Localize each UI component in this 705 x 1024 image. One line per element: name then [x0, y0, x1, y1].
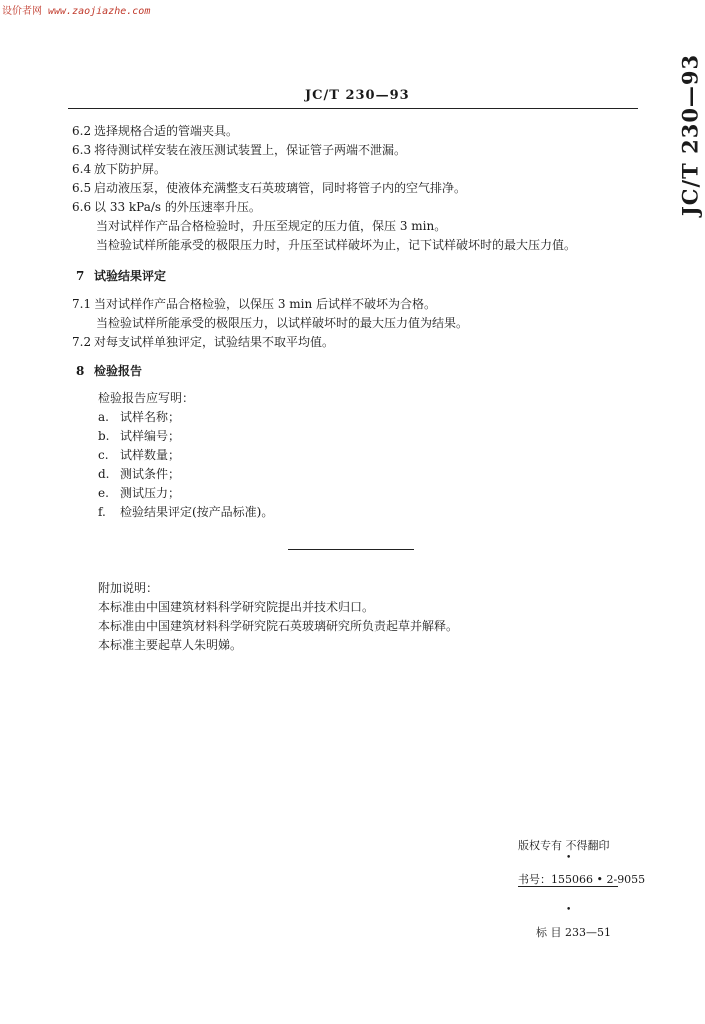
side-standard-text: JC/T 230—93	[677, 53, 703, 217]
catalog-number: 标 目 233—51	[536, 926, 611, 939]
report-item-letter: e.	[98, 486, 109, 500]
footer-bullet: •	[566, 905, 572, 915]
clause-7-1-paragraph: 当检验试样所能承受的极限压力，以试样破坏时的最大压力值为结果。	[96, 316, 469, 330]
clause-6-6-paragraph-1: 当对试样作产品合格检验时，升压至规定的压力值，保压 3 min。	[96, 219, 447, 233]
clause-6-6-paragraph-2: 当检验试样所能承受的极限压力时，升压至试样破坏为止，记下试样破坏时的最大压力值。	[96, 238, 577, 252]
book-number: 书号：155066 • 2-9055	[518, 873, 646, 886]
report-item-text: 试样名称；	[120, 410, 181, 424]
section-title: 试验结果评定	[94, 269, 167, 283]
report-item-text: 测试条件；	[120, 467, 181, 481]
side-standard-label	[670, 53, 705, 217]
section-7-heading	[76, 267, 166, 284]
clause-number: 6.6	[72, 200, 92, 214]
watermark-site-name: 设价者网	[2, 6, 42, 17]
appendix-line: 本标准由中国建筑材料科学研究院提出并技术归口。	[98, 600, 375, 614]
report-item-text: 检验结果评定(按产品标准)。	[120, 505, 274, 519]
section-title: 检验报告	[94, 364, 143, 378]
watermark-url: www.zaojiazhe.com	[48, 6, 151, 17]
clause-text: 选择规格合适的管端夹具。	[94, 124, 239, 138]
clause-6-5	[72, 180, 466, 196]
copyright-notice: 版权专有 不得翻印	[518, 839, 610, 852]
clause-text: 对每支试样单独评定，试验结果不取平均值。	[94, 335, 335, 349]
clause-number: 6.5	[72, 181, 92, 195]
page-header-code: JC/T 230—93	[305, 88, 410, 103]
clause-6-6	[72, 199, 261, 215]
report-item-letter: d.	[98, 467, 110, 481]
report-item	[98, 466, 180, 482]
clause-text: 将待测试样安装在液压测试装置上，保证管子两端不泄漏。	[94, 143, 407, 157]
clause-number: 6.2	[72, 124, 92, 138]
clause-number: 6.3	[72, 143, 92, 157]
report-item	[98, 447, 180, 463]
clause-7-1	[72, 296, 436, 312]
footer-bullet: •	[566, 853, 572, 863]
watermark	[2, 2, 150, 17]
section-8-heading	[76, 362, 142, 379]
book-number-underline	[518, 886, 618, 887]
appendix-title: 附加说明：	[98, 581, 159, 595]
clause-text: 启动液压泵，使液体充满整支石英玻璃管，同时将管子内的空气排净。	[94, 181, 467, 195]
clause-text: 放下防护屏。	[94, 162, 167, 176]
appendix-line: 本标准主要起草人朱明娣。	[98, 638, 243, 652]
clause-text: 以 33 kPa/s 的外压速率升压。	[94, 200, 261, 214]
report-item-text: 测试压力；	[120, 486, 181, 500]
clause-text: 当对试样作产品合格检验，以保压 3 min 后试样不破坏为合格。	[94, 297, 437, 311]
clause-6-4	[72, 161, 166, 177]
clause-number: 6.4	[72, 162, 92, 176]
report-item	[98, 428, 180, 444]
report-item-letter: c.	[98, 448, 109, 462]
section-number: 8	[76, 364, 85, 378]
report-item	[98, 485, 180, 501]
report-item-text: 试样数量；	[120, 448, 181, 462]
clause-6-2	[72, 123, 238, 139]
clause-number: 7.1	[72, 297, 92, 311]
header-rule	[68, 108, 638, 109]
clause-number: 7.2	[72, 335, 92, 349]
report-item	[98, 504, 273, 520]
report-item-letter: b.	[98, 429, 110, 443]
report-item	[98, 409, 180, 425]
section-number: 7	[76, 269, 85, 283]
end-of-text-rule	[288, 549, 414, 550]
report-item-letter: a.	[98, 410, 109, 424]
report-item-letter: f.	[98, 505, 106, 519]
clause-6-3	[72, 142, 406, 158]
report-item-text: 试样编号；	[120, 429, 181, 443]
clause-7-2	[72, 334, 334, 350]
appendix-line: 本标准由中国建筑材料科学研究院石英玻璃研究所负责起草并解释。	[98, 619, 459, 633]
report-intro: 检验报告应写明：	[98, 391, 195, 405]
